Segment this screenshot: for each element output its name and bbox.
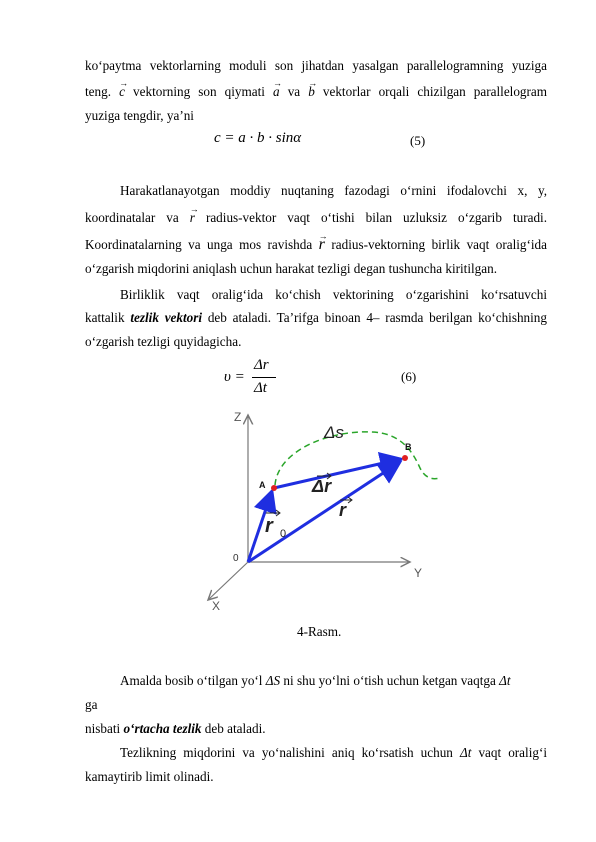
text: ni shu yoʻlni oʻtish uchun ketgan vaqtga [283,673,496,688]
point-a-label: A [259,480,266,490]
point-b [402,455,408,461]
paragraph-1-line-3: yuziga tengdir, ya’ni [85,108,194,123]
equation-6-denominator: Δt [254,380,267,396]
x-axis [208,562,248,600]
text: va [287,84,301,99]
paragraph-4-line-3 [85,721,266,737]
text: teng. [85,84,112,99]
equation-6-lhs: υ = [224,369,245,385]
origin-label: 0 [233,553,239,564]
vector-r-symbol: → r [190,210,195,226]
text: vaqt oralig‘i [478,745,548,760]
figure-caption: 4-Rasm. [297,624,342,639]
text: vektorning son qiymati [133,84,265,99]
paragraph-4-line-2: ga [85,697,98,712]
text: Koordinatalarning va unga mos ravishda [85,237,313,252]
point-a [271,485,277,491]
text: kattalik [85,310,125,325]
paragraph-2-line-1: Harakatlanayotgan moddiy nuqtaning fazodagi oʻrnini ifodalovchi x, y, [120,183,547,198]
axis-x-label: X [212,599,221,613]
trajectory-path [275,432,440,485]
r0-label: r [265,515,273,537]
r-label: r [339,500,347,520]
paragraph-5-line-2: kamaytirib limit olinadi. [85,769,214,784]
term-tezlik-vektori: tezlik vektori [130,310,203,325]
delta-r-label: Δr [312,476,332,496]
text: Amalda bosib oʻtilgan yoʻl [120,673,263,688]
text: deb ataladi. Ta’rifga binoan 4– rasmda berilgan koʻchishning [207,310,547,325]
paragraph-1-line-1: koʻpaytma vektorlarning moduli son jihatdan yasalgan parallelogramning yuziga [85,58,547,73]
text: radius-vektorning birlik vaqt oralig‘ida [331,237,548,252]
text: Tezlikning miqdorini va yoʻnalishini aniq koʻrsatish uchun [120,745,453,760]
text: deb ataladi. [204,721,266,736]
paragraph-2-line-4: oʻzgarish miqdorini aniqlash uchun harakat tezligi degan tushuncha kiritilgan. [85,261,497,276]
equation-6-numerator: Δr [254,357,269,373]
text: radius-vektor vaqt oʻtishi bilan uzluksiz oʻzgarib turadi. [205,210,548,225]
delta-t-symbol: Δt [499,673,511,688]
equation-5: c = a · b · sinα [214,130,302,146]
r0-subscript: 0 [280,528,287,540]
paragraph-5-line-1 [120,745,547,761]
paragraph-3-line-3: oʻzgarish tezligi quyidagicha. [85,334,242,349]
equation-6-number: (6) [401,369,417,384]
vector-b-symbol: → b [308,84,315,100]
vector-c-symbol: → c [119,84,125,100]
axis-y-label: Y [414,566,423,580]
point-b-label: B [405,442,412,452]
paragraph-3-line-1: Birliklik vaqt oralig‘ida koʻchish vektorining oʻzgarishini koʻrsatuvchi [120,287,547,302]
delta-s-label: Δs [324,423,344,442]
delta-t-symbol: Δt [459,745,472,760]
delta-s-symbol: ΔS [265,673,281,688]
term-ortacha-tezlik: oʻrtacha tezlik [123,721,202,736]
text: koordinatalar va [85,210,179,225]
text: nisbati [85,721,121,736]
equation-5-number: (5) [410,133,426,148]
vector-a-symbol: → a [273,84,280,100]
paragraph-4-line-1 [120,673,547,689]
vector-r-symbol: → r [319,237,325,253]
text: vektorlar orqali chizilgan parallelogram [322,84,548,99]
axis-z-label: Z [234,410,242,424]
